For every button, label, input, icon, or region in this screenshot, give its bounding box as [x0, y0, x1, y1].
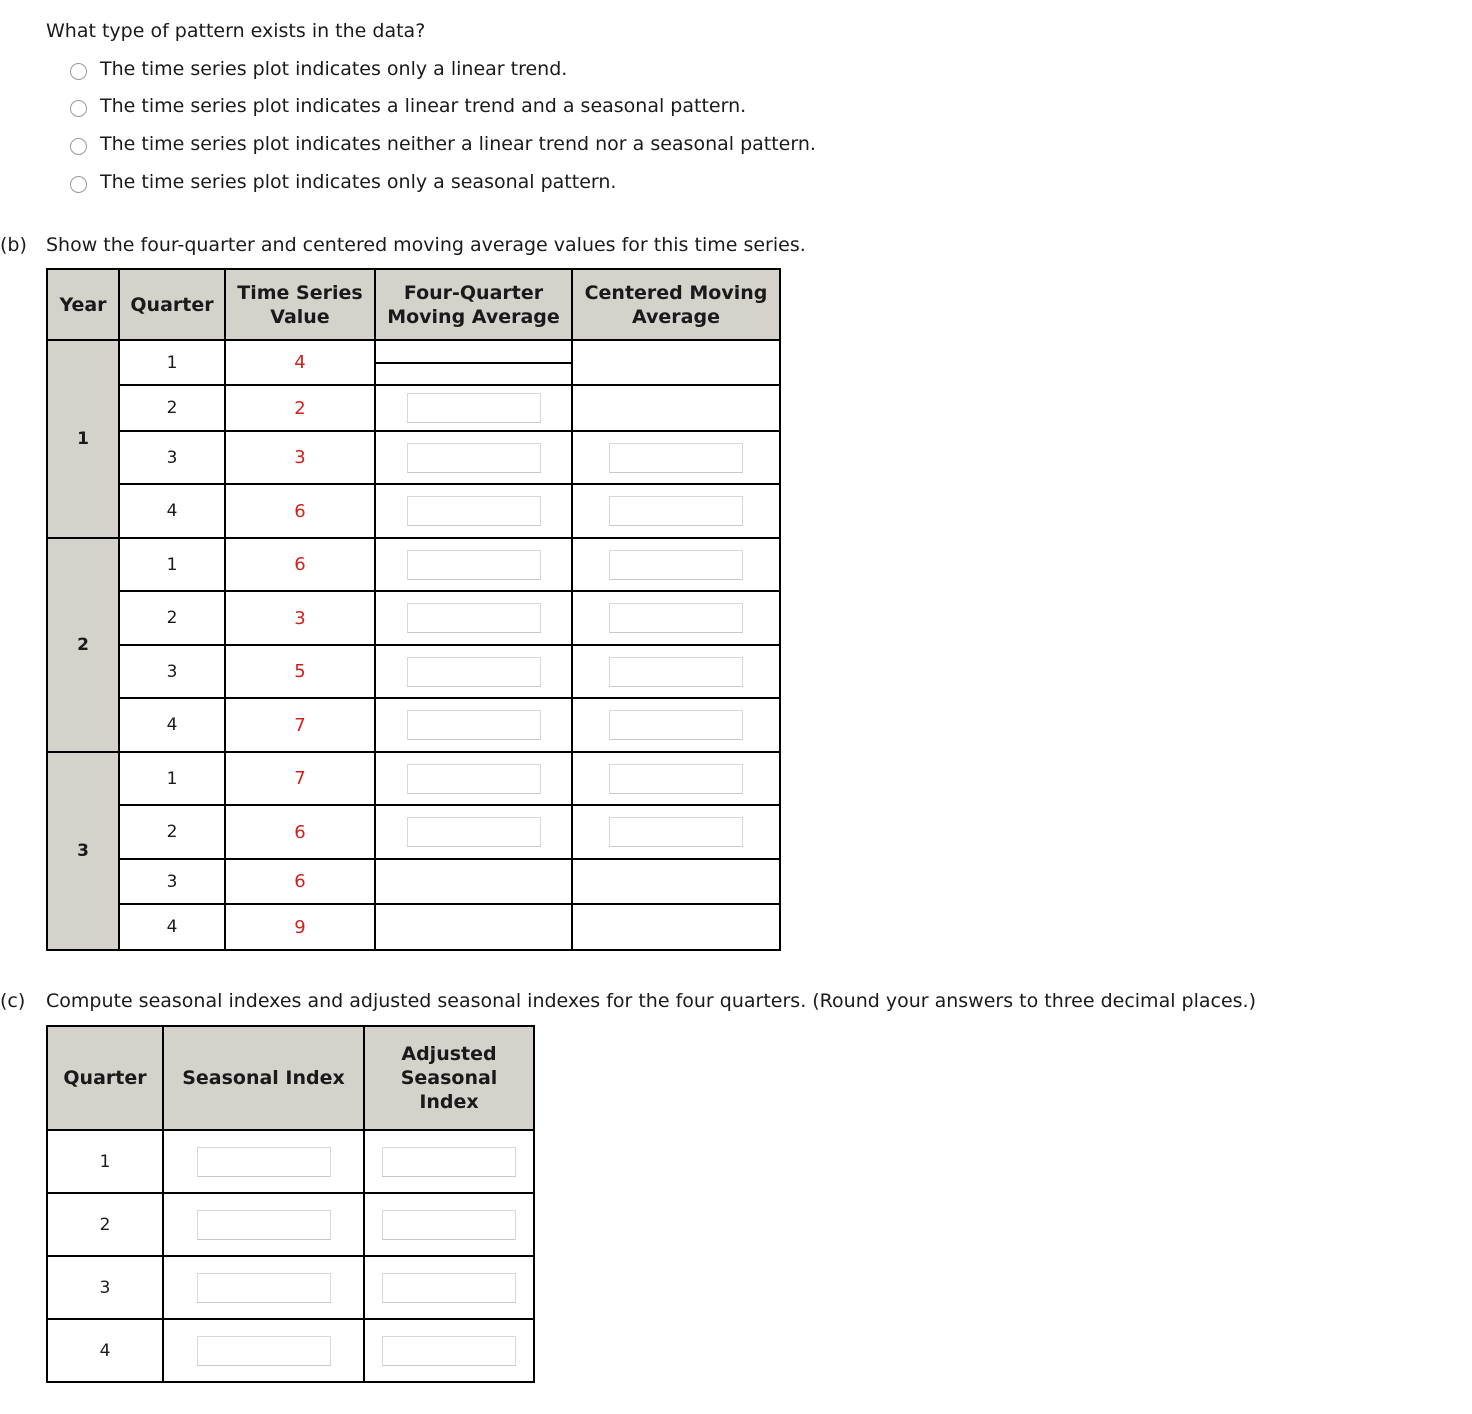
quarter-cell: 3 — [119, 431, 225, 484]
centered-cell — [572, 538, 780, 591]
seasonal-cell — [163, 1130, 364, 1193]
quarter-cell: 2 — [119, 805, 225, 859]
centered-cell — [572, 484, 780, 538]
value-cell: 7 — [225, 698, 375, 752]
centered-cell — [572, 431, 780, 484]
quarter-cell: 4 — [119, 484, 225, 538]
four-quarter-cell — [375, 538, 572, 591]
seasonal-index-input[interactable] — [197, 1273, 331, 1303]
year-cell: 3 — [47, 752, 119, 950]
four-quarter-cell — [375, 805, 572, 859]
centered-cell — [572, 645, 780, 698]
quarter-cell: 2 — [119, 591, 225, 645]
adjusted-cell — [364, 1130, 534, 1193]
four-quarter-cell — [375, 904, 572, 950]
centered-ma-input[interactable] — [609, 603, 743, 633]
value-cell: 6 — [225, 805, 375, 859]
quarter-cell: 4 — [119, 904, 225, 950]
four-quarter-ma-input[interactable] — [407, 443, 541, 473]
four-quarter-ma-input[interactable] — [407, 393, 541, 423]
value-cell: 9 — [225, 904, 375, 950]
adjusted-cell — [364, 1319, 534, 1382]
four-quarter-ma-input[interactable] — [407, 550, 541, 580]
table-row — [47, 1130, 534, 1193]
quarter-cell: 1 — [119, 752, 225, 805]
value-cell: 3 — [225, 591, 375, 645]
four-quarter-ma-input[interactable] — [407, 496, 541, 526]
seasonal-index-input[interactable] — [197, 1336, 331, 1366]
year-cell: 2 — [47, 538, 119, 752]
table-row — [47, 538, 780, 591]
four-quarter-cell — [375, 591, 572, 645]
four-quarter-ma-input[interactable] — [407, 657, 541, 687]
seasonal-cell — [163, 1193, 364, 1256]
radio-button[interactable] — [70, 176, 87, 193]
question-text: What type of pattern exists in the data? — [46, 20, 426, 42]
four-quarter-cell — [375, 431, 572, 484]
table-row — [47, 340, 780, 385]
table-row — [47, 904, 780, 950]
four-quarter-ma-input[interactable] — [407, 603, 541, 633]
part-c-prompt: Compute seasonal indexes and adjusted seasonal indexes for the four quarters. (Round your answers to three decimal places.) — [46, 990, 1256, 1012]
option-seasonal-only[interactable] — [70, 170, 616, 194]
four-quarter-ma-input[interactable] — [407, 817, 541, 847]
centered-ma-input[interactable] — [609, 710, 743, 740]
centered-cell — [572, 340, 780, 385]
table-row — [47, 1193, 534, 1256]
header-quarter: Quarter — [47, 1026, 163, 1130]
year-cell: 1 — [47, 340, 119, 538]
header-seasonal-index: Seasonal Index — [163, 1026, 364, 1130]
table-row — [47, 805, 780, 859]
four-quarter-cell — [375, 645, 572, 698]
quarter-cell: 3 — [119, 859, 225, 904]
quarter-cell: 3 — [119, 645, 225, 698]
centered-cell — [572, 698, 780, 752]
four-quarter-cell — [375, 484, 572, 538]
moving-average-table — [46, 268, 781, 951]
header-quarter: Quarter — [119, 269, 225, 340]
four-quarter-ma-input[interactable] — [407, 710, 541, 740]
table-row — [47, 1319, 534, 1382]
centered-cell — [572, 859, 780, 904]
option-label: The time series plot indicates a linear trend and a seasonal pattern. — [100, 95, 747, 117]
header-year: Year — [47, 269, 119, 340]
value-cell: 3 — [225, 431, 375, 484]
option-linear-and-seasonal[interactable] — [70, 94, 746, 118]
value-cell: 2 — [225, 385, 375, 431]
value-cell: 6 — [225, 484, 375, 538]
seasonal-index-input[interactable] — [197, 1147, 331, 1177]
centered-cell — [572, 904, 780, 950]
centered-ma-input[interactable] — [609, 817, 743, 847]
centered-cell — [572, 591, 780, 645]
value-cell: 6 — [225, 538, 375, 591]
four-quarter-cell — [375, 698, 572, 752]
centered-ma-input[interactable] — [609, 657, 743, 687]
seasonal-index-input[interactable] — [197, 1210, 331, 1240]
table-row — [47, 859, 780, 904]
centered-ma-input[interactable] — [609, 550, 743, 580]
value-cell: 6 — [225, 859, 375, 904]
four-quarter-cell — [375, 752, 572, 805]
centered-ma-input[interactable] — [609, 496, 743, 526]
four-quarter-ma-input[interactable] — [407, 764, 541, 794]
table-row — [47, 752, 780, 805]
adjusted-seasonal-index-input[interactable] — [382, 1273, 516, 1303]
option-neither[interactable] — [70, 132, 816, 156]
header-row — [47, 1026, 534, 1130]
header-four-quarter-ma: Four-Quarter Moving Average — [375, 269, 572, 340]
table-row — [47, 645, 780, 698]
table-row — [47, 591, 780, 645]
table-row — [47, 385, 780, 431]
adjusted-seasonal-index-input[interactable] — [382, 1336, 516, 1366]
quarter-cell: 1 — [119, 340, 225, 385]
adjusted-seasonal-index-input[interactable] — [382, 1147, 516, 1177]
value-cell: 5 — [225, 645, 375, 698]
seasonal-cell — [163, 1319, 364, 1382]
header-adjusted-seasonal-index: Adjusted Seasonal Index — [364, 1026, 534, 1130]
table-row — [47, 484, 780, 538]
table-row — [47, 1256, 534, 1319]
table-row — [47, 431, 780, 484]
table-row — [47, 698, 780, 752]
option-label: The time series plot indicates neither a linear trend nor a seasonal pattern. — [100, 133, 816, 155]
adjusted-seasonal-index-input[interactable] — [382, 1210, 516, 1240]
quarter-cell: 1 — [47, 1130, 163, 1193]
four-quarter-cell — [375, 340, 572, 385]
quarter-cell: 2 — [47, 1193, 163, 1256]
part-b-label: (b) — [0, 234, 27, 256]
centered-cell — [572, 805, 780, 859]
option-label: The time series plot indicates only a seasonal pattern. — [100, 171, 617, 193]
value-cell: 7 — [225, 752, 375, 805]
option-linear-trend[interactable] — [70, 57, 567, 81]
value-cell: 4 — [225, 340, 375, 385]
quarter-cell: 2 — [119, 385, 225, 431]
centered-cell — [572, 385, 780, 431]
quarter-cell: 3 — [47, 1256, 163, 1319]
header-row — [47, 269, 780, 340]
quarter-cell: 1 — [119, 538, 225, 591]
header-time-series-value: Time Series Value — [225, 269, 375, 340]
quarter-cell: 4 — [119, 698, 225, 752]
adjusted-cell — [364, 1256, 534, 1319]
part-b-prompt: Show the four-quarter and centered moving average values for this time series. — [46, 234, 806, 256]
four-quarter-cell — [375, 385, 572, 431]
quarter-cell: 4 — [47, 1319, 163, 1382]
centered-ma-input[interactable] — [609, 443, 743, 473]
header-centered-ma: Centered Moving Average — [572, 269, 780, 340]
adjusted-cell — [364, 1193, 534, 1256]
radio-button[interactable] — [70, 138, 87, 155]
radio-button[interactable] — [70, 100, 87, 117]
radio-button[interactable] — [70, 63, 87, 80]
four-quarter-cell — [375, 859, 572, 904]
seasonal-index-table — [46, 1025, 535, 1383]
part-c-label: (c) — [0, 990, 26, 1012]
centered-ma-input[interactable] — [609, 764, 743, 794]
option-label: The time series plot indicates only a linear trend. — [100, 58, 568, 80]
centered-cell — [572, 752, 780, 805]
seasonal-cell — [163, 1256, 364, 1319]
